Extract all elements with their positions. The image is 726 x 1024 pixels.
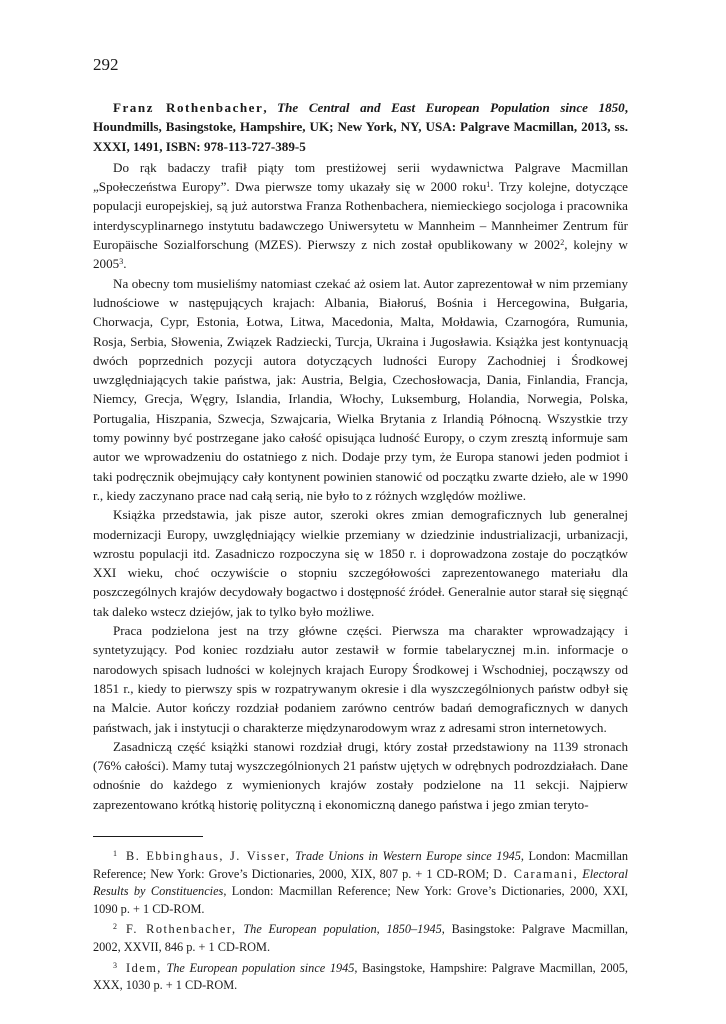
footnote-title: The European population since 1945 bbox=[166, 960, 355, 975]
paragraph-3: Książka przedstawia, jak pisze autor, szeroki okres zmian demograficznych lub generalnej modernizacji Europy, uwzględniający wielkie przemiany w dziedzinie industrializacji, urbanizacji, wzrostu populacji itd. Zasadniczo rozpoczyna się w 1850 r. i doprowadzona zostaje do początków XXI wieku, choć oczywiście o stopniu szczegółowości zaprezentowanego materiału dla poszczególnych krajów decydowały bogactwo i dostępność źródeł. Generalnie autor starał się sięgnąć tak daleko wstecz dziejów, jak to tylko było możliwe. bbox=[93, 507, 628, 619]
paragraph-2: Na obecny tom musieliśmy natomiast czekać aż osiem lat. Autor zaprezentował w nim przemiany ludnościowe w następujących krajach: Albania, Białoruś, Bośnia i Hercegowina, Bułgaria, Chorwacja, Cypr, Estonia, Łotwa, Litwa, Macedonia, Malta, Mołdawia, Czarnogóra, Rumunia, Rosja, Serbia, Słowenia, Związek Radziecki, Turcja, Ukraina i Jugosławia. Książka jest kontynuacją dwóch poprzednich pozycji autora dotyczących ludności Europy Zachodniej i Środkowej uwzględniających takie państwa, jak: Austria, Belgia, Czechosłowacja, Dania, Finlandia, Francja, Niemcy, Grecja, Węgry, Islandia, Irlandia, Włochy, Luksemburg, Holandia, Norwegia, Polska, Portugalia, Hiszpania, Szwecja, Szwajcaria, Wielka Brytania z Irlandią Północną. Wszystkie trzy tomy powinny być postrzegane jako całość opisująca ludność Europy, o czym zresztą informuje sam autor we wprowadzeniu do ostatniego z nich. Dodaje przy tym, że Europa stanowi jeden podmiot i taki podręcznik obejmujący cały kontynent powinien stanowić od początku zwarte dzieło, ale w 1990 r., kiedy zaczynano prace nad całą serią, nie było to z różnych względów możliwe. bbox=[93, 275, 628, 503]
text-segment: Do rąk badaczy trafił piąty tom prestiżowej serii wydawnictwa Palgrave Macmillan „Społeczeństwa Europy”. Dwa pierwsze tomy ukazały się w 2000 roku bbox=[93, 159, 628, 195]
footnote-author: B. Ebbinghaus, J. Visser, bbox=[126, 848, 291, 863]
page-content bbox=[93, 98, 628, 995]
footnote-number: 2 bbox=[113, 922, 117, 932]
footnote-title: Trade Unions in Western Europe since 1945 bbox=[295, 848, 521, 863]
page-number: 292 bbox=[93, 55, 119, 74]
footnote-text: , Basingstoke: Palgrave Macmillan, 2002, XXVII, 846 p. + 1 CD-ROM. bbox=[93, 922, 629, 954]
footnote-number: 1 bbox=[113, 848, 117, 858]
reviewed-author: Franz Rothenbacher bbox=[113, 100, 264, 115]
footnote-text: , London: Macmillan Reference; New York: Grove’s Dictionaries, 2000, XXI, 1090 p. + 1 CD-ROM. bbox=[93, 884, 628, 916]
text-segment: . Trzy kolejne, dotyczące populacji europejskiej, są już autorstwa Franza Rothenbachera, niemieckiego socjologa i pracownika interdyscyplinarnego instytutu badawczego Uniwersytetu w Mannheim – Mannheimer Zentrum für Europäische Sozialforschung (MZES). Pierwszy z nich został opublikowany w 2002 bbox=[93, 179, 628, 253]
footnote-author: Idem, bbox=[126, 960, 162, 975]
paragraph-1 bbox=[93, 158, 628, 274]
footnote-divider bbox=[93, 836, 203, 837]
publication-details: , Houndmills, Basingstoke, Hampshire, UK; New York, NY, USA: Palgrave Macmillan, 2013, ss. XXXI, 1491, ISBN: 978-113-727-389-5 bbox=[93, 100, 628, 154]
footnote-author: D. Caramani, bbox=[493, 866, 579, 881]
footnote-number: 3 bbox=[113, 960, 117, 970]
footnote-ref-2: 2 bbox=[560, 238, 565, 248]
reviewed-title: The Central and East European Population since 1850 bbox=[277, 100, 625, 115]
footnote-author: F. Rothenbacher, bbox=[126, 922, 237, 937]
footnote-text: , Basingstoke, Hampshire: Palgrave Macmillan, 2005, XXX, 1030 p. + 1 CD-ROM. bbox=[93, 960, 628, 993]
footnote-ref-1: 1 bbox=[486, 180, 491, 190]
text-segment: . bbox=[123, 256, 127, 272]
text-segment: , kolejny w 2005 bbox=[93, 237, 628, 272]
footnote-2 bbox=[93, 918, 628, 956]
footnote-title: The European population, 1850–1945 bbox=[243, 922, 442, 937]
footnote-ref-3: 3 bbox=[119, 257, 124, 267]
paragraph-5: Zasadniczą część książki stanowi rozdział drugi, który został przedstawiony na 1139 stronach (76% całości). Mamy tutaj wyszczególnionych 21 państw ujętych w odrębnych podrozdziałach. Dane odnośnie do każdego z wymienionych krajów zostały podzielone na 11 sekcji. Najpierw zaprezentowano krótką historię polityczną i ekonomiczną danego państwa i jego zmian teryto- bbox=[93, 738, 628, 812]
footnote-3 bbox=[93, 957, 628, 995]
paragraph-4: Praca podzielona jest na trzy główne części. Pierwsza ma charakter wprowadzający i syntetyzujący. Pod koniec rozdziału autor zestawił w formie tabelarycznej m.in. informacje o narodowych spisach ludności w kolejnych krajach Europy Środkowej i Wschodniej, począwszy od 1851 r., kiedy to pierwszy spis w rozpatrywanym okresie i dla wyszczególnionych państw odbył się na Malcie. Autor kończy rozdział podaniem zarówno centrów badań demograficznych w danych państwach, jak i instytucji o charakterze międzynarodowym wraz z adresami stron internetowych. bbox=[93, 623, 628, 735]
review-header: Franz Rothenbacher, The Central and East European Population since 1850, Houndmills, Basingstoke, Hampshire, UK; New York, NY, USA: Palgrave Macmillan, 2013, ss. XXXI, 1491, ISBN: 978-113-727-389-5 bbox=[93, 100, 628, 154]
footnote-title: Electoral Results by Constituencies bbox=[93, 866, 628, 899]
footnote-1 bbox=[93, 845, 628, 918]
footnote-text: , London: Macmillan Reference; New York: Grove’s Dictionaries, 2000, XIX, 807 p. + 1 CD-ROM; bbox=[93, 848, 629, 881]
